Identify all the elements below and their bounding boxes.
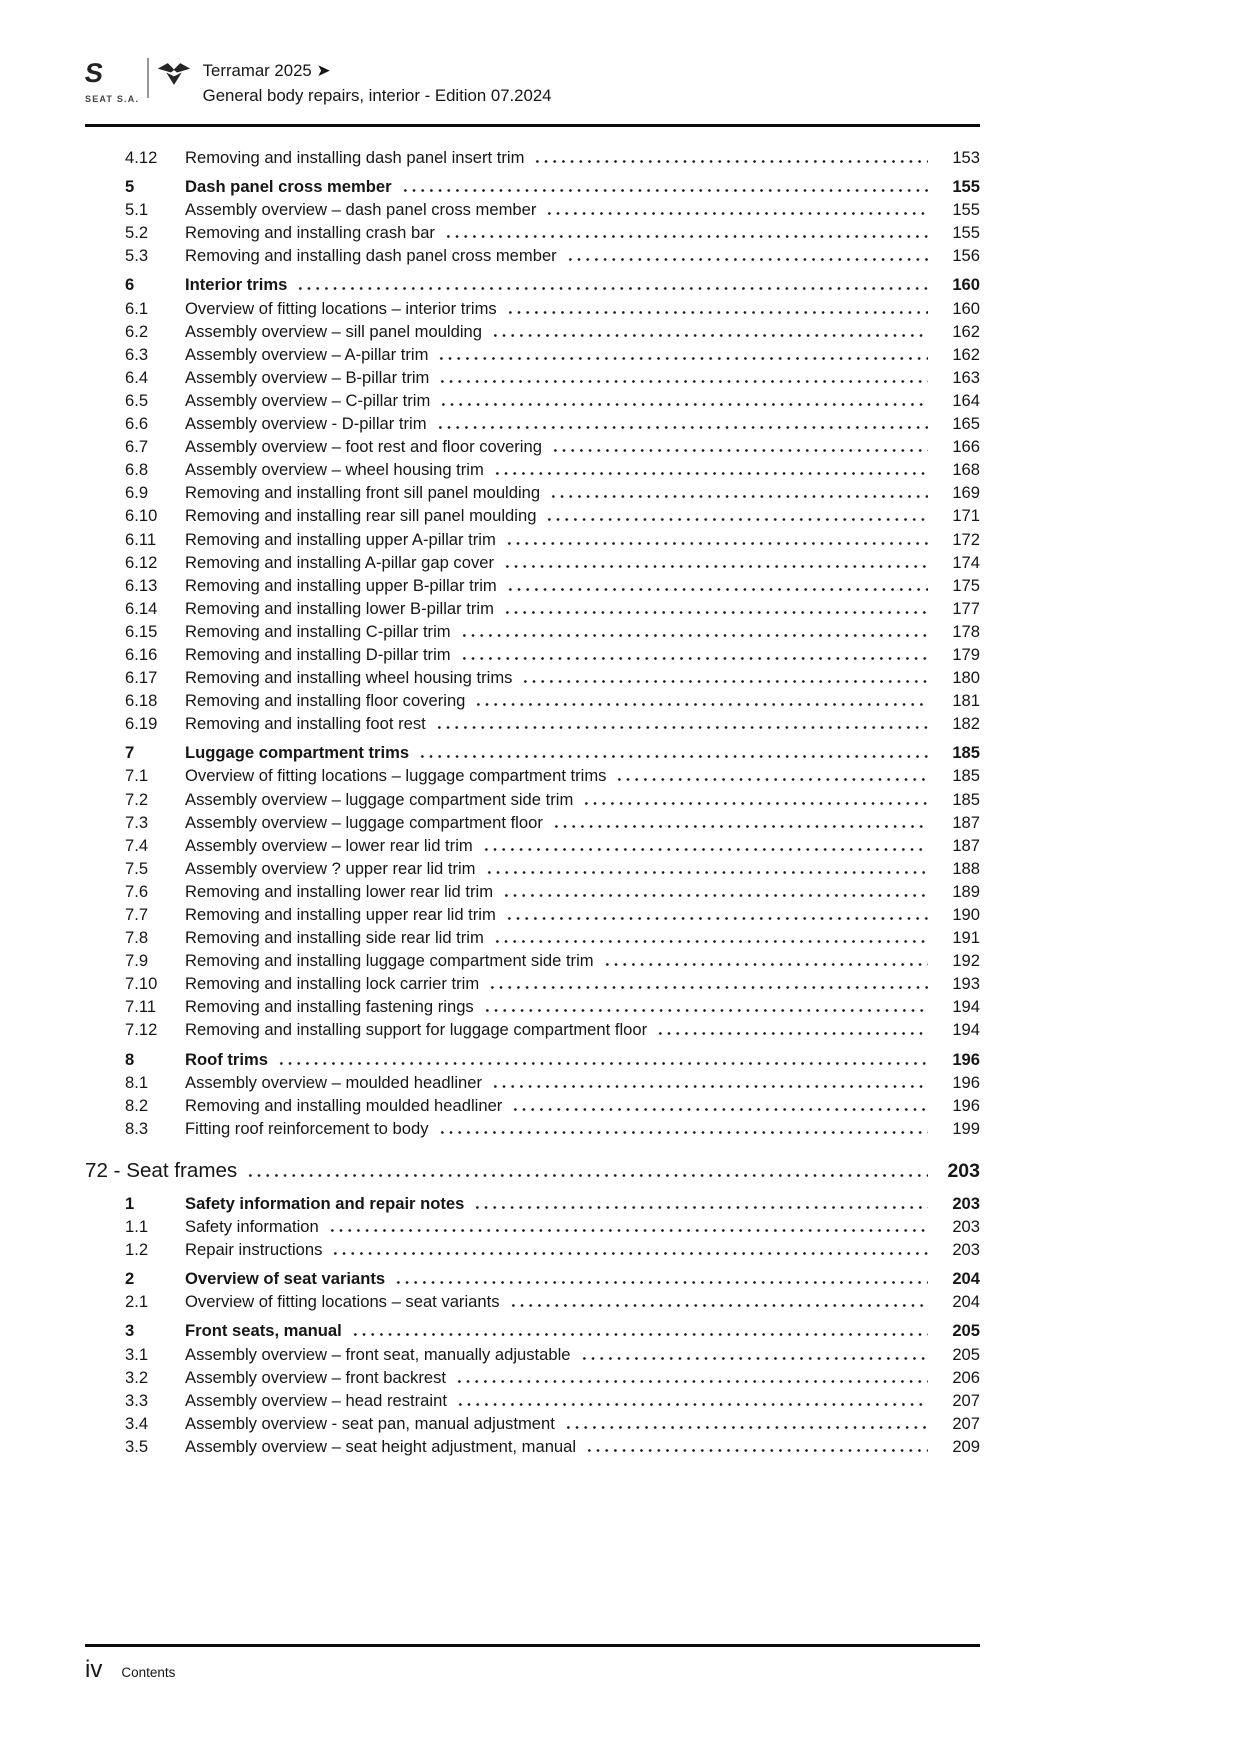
toc-row xyxy=(85,1292,980,1315)
dot-leader xyxy=(483,1009,928,1012)
footer-page-number: iv xyxy=(85,1656,103,1683)
toc-row xyxy=(85,322,980,345)
dot-leader xyxy=(474,703,928,706)
toc-entry-number: 8.1 xyxy=(125,1072,149,1092)
toc-row xyxy=(85,246,980,269)
toc-entry-number: 1.2 xyxy=(125,1240,149,1260)
toc-entry-number: 7.8 xyxy=(125,928,149,948)
dot-leader xyxy=(615,778,928,781)
toc-entry-page: 178 xyxy=(952,621,980,641)
dot-leader xyxy=(533,160,928,163)
dot-leader xyxy=(439,403,928,406)
toc-entry-page: 165 xyxy=(952,414,980,434)
toc-entry-page: 194 xyxy=(952,997,980,1017)
toc-row xyxy=(85,1096,980,1119)
dot-leader xyxy=(506,311,928,314)
toc-row xyxy=(85,200,980,223)
model-line: Terramar 2025 ➤ xyxy=(202,61,331,80)
toc-entry-number: 6.11 xyxy=(125,529,157,549)
toc-entry-page: 204 xyxy=(952,1269,980,1289)
toc-entry-title: Removing and installing lower B-pillar trim xyxy=(185,598,494,618)
toc-row xyxy=(85,813,980,836)
dot-leader xyxy=(564,1426,928,1429)
toc-row xyxy=(85,1194,980,1217)
dot-leader xyxy=(482,848,928,851)
dot-leader xyxy=(493,940,928,943)
page-header xyxy=(82,58,980,108)
toc-row xyxy=(85,743,980,766)
toc-entry-title: Roof trims xyxy=(185,1049,268,1069)
toc-entry-title: Overview of fitting locations – luggage compartment trims xyxy=(185,766,607,786)
dot-leader xyxy=(511,1108,928,1111)
toc-row xyxy=(85,177,980,200)
toc-entry-title: Assembly overview – luggage compartment floor xyxy=(185,812,543,832)
toc-row xyxy=(85,836,980,859)
toc-entry-number: 6.9 xyxy=(125,483,149,503)
dot-leader xyxy=(435,726,928,729)
toc-entry-number: 6.1 xyxy=(125,298,149,318)
toc-entry-number: 6.18 xyxy=(125,691,158,711)
toc-entry-number: 7.11 xyxy=(125,997,157,1017)
toc-entry-number: 7.12 xyxy=(125,1020,158,1040)
dot-leader xyxy=(566,258,928,261)
toc-entry-title: Removing and installing foot rest xyxy=(185,714,426,734)
dot-leader xyxy=(438,1131,929,1134)
toc-entry-number: 6.14 xyxy=(125,598,158,618)
toc-entry-page: 190 xyxy=(952,905,980,924)
toc-entry-title: Assembly overview - seat pan, manual adjustment xyxy=(185,1413,555,1433)
toc-row xyxy=(85,645,980,668)
toc-entry-number: 5.3 xyxy=(125,246,149,266)
toc-entry-title: Removing and installing side rear lid trim xyxy=(185,928,484,948)
toc-entry-page: 175 xyxy=(952,575,980,595)
toc-row xyxy=(85,1020,980,1043)
toc-row xyxy=(85,905,980,928)
toc-row xyxy=(85,1391,980,1414)
toc-row xyxy=(85,1217,980,1240)
toc-entry-page: 166 xyxy=(952,437,980,457)
toc-row xyxy=(85,530,980,553)
toc-entry-number: 3.1 xyxy=(125,1344,149,1364)
toc-entry-number: 8 xyxy=(125,1049,135,1069)
toc-entry-number: 7.3 xyxy=(125,812,149,832)
toc-entry-number: 7.1 xyxy=(125,766,149,786)
toc-entry-number: 6.19 xyxy=(125,714,158,734)
footer-rule xyxy=(85,1644,980,1647)
dot-leader xyxy=(394,1281,928,1284)
toc-entry-page: 185 xyxy=(952,766,980,786)
toc-entry-page: 205 xyxy=(952,1344,980,1364)
toc-row xyxy=(85,1437,980,1460)
toc-entry-title: Removing and installing wheel housing trims xyxy=(185,668,513,688)
toc-entry-title: Removing and installing front sill panel moulding xyxy=(185,483,541,503)
toc-entry-number: 7.7 xyxy=(125,905,149,924)
cupra-logo-icon xyxy=(157,61,191,87)
seat-brand-block xyxy=(82,58,140,104)
toc-entry-title: Removing and installing support for luggage compartment floor xyxy=(185,1020,648,1040)
dot-leader xyxy=(509,1304,928,1307)
toc-entry-page: 189 xyxy=(952,881,980,901)
toc-entry-title: Safety information and repair notes xyxy=(185,1193,465,1213)
toc-row xyxy=(85,1159,980,1187)
toc-entry-title: Assembly overview – wheel housing trim xyxy=(185,460,484,480)
dot-leader xyxy=(331,1252,928,1255)
toc-entry-number: 6 xyxy=(125,275,135,295)
toc-entry-page: 187 xyxy=(952,812,980,832)
toc-entry-title: Assembly overview – front seat, manually adjustable xyxy=(185,1344,571,1364)
toc-entry-title: Assembly overview – A-pillar trim xyxy=(185,344,429,364)
dot-leader xyxy=(493,472,928,475)
dot-leader xyxy=(401,189,928,192)
toc-entry-title: Removing and installing dash panel insert trim xyxy=(185,148,525,167)
toc-row xyxy=(85,368,980,391)
toc-entry-number: 3.3 xyxy=(125,1390,149,1410)
toc-entry-page: 155 xyxy=(952,223,980,243)
dot-leader xyxy=(485,871,929,874)
toc-entry-number: 6.2 xyxy=(125,321,149,341)
toc-entry-title: Removing and installing A-pillar gap cover xyxy=(185,552,494,572)
toc-entry-page: 204 xyxy=(952,1292,980,1312)
toc-entry-number: 4.12 xyxy=(125,148,158,167)
toc-entry-page: 188 xyxy=(952,858,980,878)
toc-entry-page: 155 xyxy=(952,200,980,220)
toc-entry-page: 172 xyxy=(952,529,980,549)
toc-entry-number: 6.6 xyxy=(125,414,149,434)
dot-leader xyxy=(296,287,928,290)
toc-entry-page: 179 xyxy=(952,644,980,664)
toc-entry-title: Removing and installing lock carrier trim xyxy=(185,974,480,994)
toc-row xyxy=(85,223,980,246)
dot-leader xyxy=(580,1357,928,1360)
seat-caption: SEAT S.A. xyxy=(85,94,140,104)
toc-entry-page: 203 xyxy=(952,1240,980,1260)
toc-entry-page: 162 xyxy=(952,321,980,341)
toc-entry-number: 6.10 xyxy=(125,506,158,526)
toc-entry-number: 1 xyxy=(125,1193,135,1213)
dot-leader xyxy=(503,565,928,568)
page-footer xyxy=(85,1656,175,1684)
header-titles xyxy=(203,58,552,108)
toc-entry-number: 7.6 xyxy=(125,881,149,901)
dot-leader xyxy=(505,542,928,545)
dot-leader xyxy=(603,963,928,966)
toc-entry-page: 160 xyxy=(952,298,980,318)
toc-entry-page: 196 xyxy=(952,1095,980,1115)
toc-entry-page: 193 xyxy=(952,974,980,994)
toc-entry-title: Removing and installing upper B-pillar trim xyxy=(185,575,497,595)
toc-entry-page: 169 xyxy=(952,483,980,503)
toc-entry-title: Luggage compartment trims xyxy=(185,743,410,763)
dot-leader xyxy=(582,802,928,805)
dot-leader xyxy=(488,986,928,989)
toc-row xyxy=(85,414,980,437)
toc-row xyxy=(85,299,980,322)
dot-leader xyxy=(351,1333,928,1336)
toc-entry-number: 7.4 xyxy=(125,835,149,855)
toc-entry-number: 7.2 xyxy=(125,789,149,809)
toc-entry-title: Overview of seat variants xyxy=(185,1269,386,1289)
toc-row xyxy=(85,391,980,414)
brand-logos xyxy=(82,58,191,108)
toc-entry-number: 6.7 xyxy=(125,437,149,457)
toc-entry-title: Assembly overview – head restraint xyxy=(185,1390,447,1410)
toc-entry-number: 5 xyxy=(125,177,135,197)
dot-leader xyxy=(502,894,928,897)
toc-entry-title: Removing and installing fastening rings xyxy=(185,997,474,1017)
toc-row xyxy=(85,275,980,298)
toc-entry-title: Removing and installing floor covering xyxy=(185,691,466,711)
toc-entry-title: Removing and installing D-pillar trim xyxy=(185,644,451,664)
toc-entry-title: Overview of fitting locations – interior trims xyxy=(185,298,497,318)
toc-entry-title: Assembly overview ? upper rear lid trim xyxy=(185,858,476,878)
toc-entry-number: 3.5 xyxy=(125,1436,149,1456)
toc-entry-title: Assembly overview – lower rear lid trim xyxy=(185,835,473,855)
dot-leader xyxy=(656,1032,928,1035)
toc-entry-number: 1.1 xyxy=(125,1217,149,1237)
toc-entry-number: 6.12 xyxy=(125,552,158,572)
toc-entry-number: 6.13 xyxy=(125,575,158,595)
toc-entry-page: 185 xyxy=(952,743,980,763)
dot-leader xyxy=(277,1062,928,1065)
toc-row xyxy=(85,1073,980,1096)
toc-entry-page: 171 xyxy=(952,506,980,526)
toc-row xyxy=(85,691,980,714)
toc-row xyxy=(85,1050,980,1073)
toc-entry-title: Repair instructions xyxy=(185,1240,323,1260)
toc-entry-number: 6.4 xyxy=(125,367,149,387)
toc-entry-number: 6.15 xyxy=(125,621,158,641)
toc-row xyxy=(85,576,980,599)
toc-row xyxy=(85,148,980,171)
toc-entry-number: 8.2 xyxy=(125,1095,149,1115)
toc-entry-title: Assembly overview – B-pillar trim xyxy=(185,367,430,387)
toc-row xyxy=(85,714,980,737)
toc-entry-page: 192 xyxy=(952,951,980,971)
toc-entry-title: Assembly overview – seat height adjustment, manual xyxy=(185,1436,577,1456)
toc-entry-number: 6.17 xyxy=(125,668,158,688)
toc-entry-title: Assembly overview – luggage compartment side trim xyxy=(185,789,574,809)
dot-leader xyxy=(328,1229,928,1232)
toc-entry-title: Safety information xyxy=(185,1217,319,1237)
toc-entry-page: 162 xyxy=(952,344,980,364)
toc-entry-page: 164 xyxy=(952,390,980,410)
toc-entry-page: 207 xyxy=(952,1413,980,1433)
dot-leader xyxy=(506,588,928,591)
toc-entry-page: 196 xyxy=(952,1072,980,1092)
toc-entry-page: 206 xyxy=(952,1367,980,1387)
toc-entry-number: 6.16 xyxy=(125,644,158,664)
toc-entry-page: 191 xyxy=(952,928,980,948)
toc-row xyxy=(85,1414,980,1437)
toc-row xyxy=(85,1119,980,1142)
dot-leader xyxy=(585,1449,928,1452)
toc-entry-title: 72 - Seat frames xyxy=(85,1158,238,1182)
toc-entry-page: 207 xyxy=(952,1390,980,1410)
toc-row xyxy=(85,974,980,997)
seat-logo-icon: S xyxy=(82,58,105,88)
toc-entry-title: Front seats, manual xyxy=(185,1321,342,1341)
toc-row xyxy=(85,766,980,789)
toc-entry-number: 7 xyxy=(125,743,135,763)
toc-entry-title: Removing and installing crash bar xyxy=(185,223,435,243)
toc-entry-title: Assembly overview - D-pillar trim xyxy=(185,414,427,434)
toc-entry-page: 174 xyxy=(952,552,980,572)
toc-row xyxy=(85,997,980,1020)
toc-entry-page: 156 xyxy=(952,246,980,266)
toc-entry-title: Overview of fitting locations – seat variants xyxy=(185,1292,500,1312)
toc-entry-page: 180 xyxy=(952,668,980,688)
dot-leader xyxy=(551,449,928,452)
toc-entry-page: 187 xyxy=(952,835,980,855)
toc-entry-page: 155 xyxy=(952,177,980,197)
toc-entry-number: 3 xyxy=(125,1321,135,1341)
toc-entry-title: Removing and installing dash panel cross member xyxy=(185,246,557,266)
dot-leader xyxy=(460,657,928,660)
dot-leader xyxy=(505,917,928,920)
toc-row xyxy=(85,668,980,691)
toc-entry-title: Assembly overview – C-pillar trim xyxy=(185,390,431,410)
toc-entry-page: 163 xyxy=(952,367,980,387)
toc-row xyxy=(85,460,980,483)
toc-row xyxy=(85,599,980,622)
dot-leader xyxy=(444,235,928,238)
toc-entry-page: 153 xyxy=(952,148,980,167)
toc-row xyxy=(85,882,980,905)
toc-entry-title: Assembly overview – moulded headliner xyxy=(185,1072,482,1092)
dot-leader xyxy=(456,1403,928,1406)
toc-row xyxy=(85,345,980,368)
toc-entry-page: 160 xyxy=(952,275,980,295)
toc-entry-number: 7.10 xyxy=(125,974,158,994)
dot-leader xyxy=(549,495,928,498)
toc-entry-number: 6.5 xyxy=(125,390,149,410)
toc-entry-page: 203 xyxy=(947,1159,980,1182)
toc-row xyxy=(85,437,980,460)
toc-entry-title: Assembly overview – sill panel moulding xyxy=(185,321,482,341)
toc-list xyxy=(85,148,980,1460)
toc-entry-page: 185 xyxy=(952,789,980,809)
toc-entry-page: 209 xyxy=(952,1436,980,1456)
toc-entry-page: 182 xyxy=(952,714,980,734)
toc-row xyxy=(85,1240,980,1263)
brand-divider xyxy=(147,58,149,98)
toc-entry-number: 6.8 xyxy=(125,460,149,480)
toc-entry-title: Assembly overview – foot rest and floor covering xyxy=(185,437,542,457)
dot-leader xyxy=(503,611,928,614)
footer-contents-label: Contents xyxy=(121,1665,176,1680)
toc-entry-number: 2.1 xyxy=(125,1292,149,1312)
dot-leader xyxy=(436,426,928,429)
dot-leader xyxy=(437,357,928,360)
toc-entry-title: Removing and installing moulded headliner xyxy=(185,1095,503,1115)
toc-entry-title: Removing and installing rear sill panel moulding xyxy=(185,506,537,526)
dot-leader xyxy=(418,755,928,758)
dot-leader xyxy=(491,1085,928,1088)
toc-entry-number: 3.4 xyxy=(125,1413,149,1433)
toc-row xyxy=(85,1368,980,1391)
toc-entry-title: Removing and installing C-pillar trim xyxy=(185,621,451,641)
toc-entry-title: Interior trims xyxy=(185,275,288,295)
toc-entry-title: Dash panel cross member xyxy=(185,177,392,197)
toc-entry-number: 6.3 xyxy=(125,344,149,364)
toc-entry-number: 8.3 xyxy=(125,1118,149,1138)
toc-entry-title: Assembly overview – dash panel cross member xyxy=(185,200,537,220)
toc-entry-page: 205 xyxy=(952,1321,980,1341)
toc-row xyxy=(85,622,980,645)
toc-entry-page: 199 xyxy=(952,1118,980,1138)
toc-row xyxy=(85,506,980,529)
toc-entry-number: 5.1 xyxy=(125,200,149,220)
toc-entry-number: 2 xyxy=(125,1269,135,1289)
toc-entry-title: Removing and installing upper rear lid trim xyxy=(185,905,496,924)
toc-entry-title: Removing and installing upper A-pillar trim xyxy=(185,529,496,549)
header-rule xyxy=(85,124,980,127)
toc-entry-title: Assembly overview – front backrest xyxy=(185,1367,446,1387)
dot-leader xyxy=(545,212,928,215)
toc-entry-title: Fitting roof reinforcement to body xyxy=(185,1118,429,1138)
manual-subtitle: General body repairs, interior - Edition 07.2024 xyxy=(202,86,552,105)
dot-leader xyxy=(460,634,928,637)
toc-row xyxy=(85,553,980,576)
toc-entry-number: 7.9 xyxy=(125,951,149,971)
dot-leader xyxy=(545,518,928,521)
toc-entry-title: Removing and installing luggage compartment side trim xyxy=(185,951,594,971)
dot-leader xyxy=(438,380,928,383)
toc-entry-page: 181 xyxy=(952,691,980,711)
toc-row xyxy=(85,483,980,506)
dot-leader xyxy=(552,825,928,828)
toc-row xyxy=(85,1269,980,1292)
toc-row xyxy=(85,928,980,951)
toc-row xyxy=(85,1345,980,1368)
dot-leader xyxy=(491,334,928,337)
toc-row xyxy=(85,1321,980,1344)
toc-row xyxy=(85,859,980,882)
toc-entry-page: 196 xyxy=(952,1049,980,1069)
toc-entry-page: 203 xyxy=(952,1217,980,1237)
toc-entry-page: 177 xyxy=(952,598,980,618)
dot-leader xyxy=(455,1380,928,1383)
toc-entry-page: 194 xyxy=(952,1020,980,1040)
toc-entry-number: 7.5 xyxy=(125,858,149,878)
dot-leader xyxy=(521,680,928,683)
dot-leader xyxy=(246,1174,928,1177)
toc-entry-page: 168 xyxy=(952,460,980,480)
toc-entry-page: 203 xyxy=(952,1193,980,1213)
toc-entry-number: 5.2 xyxy=(125,223,149,243)
toc-row xyxy=(85,790,980,813)
toc-row xyxy=(85,951,980,974)
dot-leader xyxy=(473,1206,928,1209)
toc-entry-title: Removing and installing lower rear lid trim xyxy=(185,881,494,901)
toc-entry-number: 3.2 xyxy=(125,1367,149,1387)
